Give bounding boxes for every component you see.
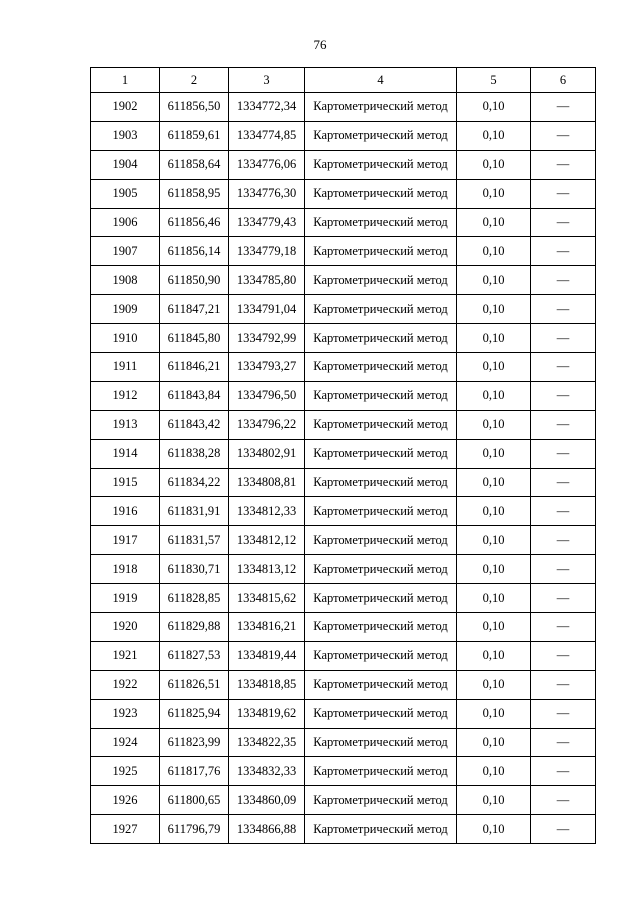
y-coordinate-cell: 1334808,81 (229, 468, 305, 497)
method-cell: Картометрический метод (305, 439, 457, 468)
point-number-cell: 1920 (91, 613, 160, 642)
accuracy-cell: 0,10 (457, 786, 531, 815)
method-cell: Картометрический метод (305, 786, 457, 815)
y-coordinate-cell: 1334779,18 (229, 237, 305, 266)
accuracy-cell: 0,10 (457, 179, 531, 208)
note-cell: — (531, 324, 596, 353)
page-number: 76 (313, 37, 327, 52)
point-number-cell: 1908 (91, 266, 160, 295)
point-number-cell: 1923 (91, 699, 160, 728)
table-row (91, 237, 596, 266)
table-row (91, 295, 596, 324)
y-coordinate-cell: 1334819,44 (229, 641, 305, 670)
x-coordinate-cell: 611831,57 (160, 526, 229, 555)
y-coordinate-cell: 1334832,33 (229, 757, 305, 786)
note-cell: — (531, 613, 596, 642)
x-coordinate-cell: 611830,71 (160, 555, 229, 584)
table-row (91, 786, 596, 815)
method-cell: Картометрический метод (305, 121, 457, 150)
note-cell: — (531, 295, 596, 324)
y-coordinate-cell: 1334796,50 (229, 381, 305, 410)
x-coordinate-cell: 611827,53 (160, 641, 229, 670)
y-coordinate-cell: 1334776,06 (229, 150, 305, 179)
method-cell: Картометрический метод (305, 381, 457, 410)
table-row (91, 757, 596, 786)
note-cell: — (531, 728, 596, 757)
note-cell: — (531, 381, 596, 410)
table-row (91, 439, 596, 468)
y-coordinate-cell: 1334796,22 (229, 410, 305, 439)
y-coordinate-cell: 1334822,35 (229, 728, 305, 757)
accuracy-cell: 0,10 (457, 353, 531, 382)
y-coordinate-cell: 1334776,30 (229, 179, 305, 208)
table-body (91, 93, 596, 844)
point-number-cell: 1922 (91, 670, 160, 699)
point-number-cell: 1915 (91, 468, 160, 497)
column-header: 6 (531, 68, 596, 93)
x-coordinate-cell: 611856,46 (160, 208, 229, 237)
point-number-cell: 1909 (91, 295, 160, 324)
x-coordinate-cell: 611817,76 (160, 757, 229, 786)
table-row (91, 728, 596, 757)
x-coordinate-cell: 611859,61 (160, 121, 229, 150)
accuracy-cell: 0,10 (457, 497, 531, 526)
column-header: 5 (457, 68, 531, 93)
note-cell: — (531, 208, 596, 237)
point-number-cell: 1917 (91, 526, 160, 555)
note-cell: — (531, 237, 596, 266)
table-row (91, 266, 596, 295)
note-cell: — (531, 584, 596, 613)
point-number-cell: 1903 (91, 121, 160, 150)
method-cell: Картометрический метод (305, 179, 457, 208)
method-cell: Картометрический метод (305, 468, 457, 497)
table-row (91, 584, 596, 613)
y-coordinate-cell: 1334792,99 (229, 324, 305, 353)
x-coordinate-cell: 611834,22 (160, 468, 229, 497)
coordinates-table (90, 67, 596, 844)
method-cell: Картометрический метод (305, 497, 457, 526)
point-number-cell: 1902 (91, 93, 160, 122)
point-number-cell: 1918 (91, 555, 160, 584)
y-coordinate-cell: 1334791,04 (229, 295, 305, 324)
table-row (91, 410, 596, 439)
method-cell: Картометрический метод (305, 699, 457, 728)
point-number-cell: 1924 (91, 728, 160, 757)
x-coordinate-cell: 611856,14 (160, 237, 229, 266)
accuracy-cell: 0,10 (457, 266, 531, 295)
table-row (91, 613, 596, 642)
method-cell: Картометрический метод (305, 641, 457, 670)
y-coordinate-cell: 1334815,62 (229, 584, 305, 613)
accuracy-cell: 0,10 (457, 815, 531, 844)
method-cell: Картометрический метод (305, 208, 457, 237)
x-coordinate-cell: 611825,94 (160, 699, 229, 728)
method-cell: Картометрический метод (305, 613, 457, 642)
method-cell: Картометрический метод (305, 266, 457, 295)
x-coordinate-cell: 611858,64 (160, 150, 229, 179)
accuracy-cell: 0,10 (457, 670, 531, 699)
accuracy-cell: 0,10 (457, 526, 531, 555)
y-coordinate-cell: 1334812,33 (229, 497, 305, 526)
table-row (91, 208, 596, 237)
x-coordinate-cell: 611856,50 (160, 93, 229, 122)
note-cell: — (531, 699, 596, 728)
point-number-cell: 1927 (91, 815, 160, 844)
y-coordinate-cell: 1334818,85 (229, 670, 305, 699)
point-number-cell: 1916 (91, 497, 160, 526)
note-cell: — (531, 757, 596, 786)
y-coordinate-cell: 1334785,80 (229, 266, 305, 295)
accuracy-cell: 0,10 (457, 555, 531, 584)
accuracy-cell: 0,10 (457, 699, 531, 728)
note-cell: — (531, 641, 596, 670)
method-cell: Картометрический метод (305, 324, 457, 353)
note-cell: — (531, 468, 596, 497)
note-cell: — (531, 93, 596, 122)
accuracy-cell: 0,10 (457, 728, 531, 757)
y-coordinate-cell: 1334774,85 (229, 121, 305, 150)
table-row (91, 468, 596, 497)
method-cell: Картометрический метод (305, 757, 457, 786)
point-number-cell: 1905 (91, 179, 160, 208)
x-coordinate-cell: 611843,84 (160, 381, 229, 410)
accuracy-cell: 0,10 (457, 613, 531, 642)
point-number-cell: 1911 (91, 353, 160, 382)
point-number-cell: 1906 (91, 208, 160, 237)
accuracy-cell: 0,10 (457, 121, 531, 150)
x-coordinate-cell: 611850,90 (160, 266, 229, 295)
note-cell: — (531, 815, 596, 844)
table-row (91, 815, 596, 844)
x-coordinate-cell: 611845,80 (160, 324, 229, 353)
note-cell: — (531, 555, 596, 584)
note-cell: — (531, 121, 596, 150)
accuracy-cell: 0,10 (457, 324, 531, 353)
y-coordinate-cell: 1334802,91 (229, 439, 305, 468)
table-row (91, 93, 596, 122)
point-number-cell: 1913 (91, 410, 160, 439)
method-cell: Картометрический метод (305, 815, 457, 844)
y-coordinate-cell: 1334813,12 (229, 555, 305, 584)
note-cell: — (531, 150, 596, 179)
method-cell: Картометрический метод (305, 150, 457, 179)
x-coordinate-cell: 611846,21 (160, 353, 229, 382)
accuracy-cell: 0,10 (457, 208, 531, 237)
method-cell: Картометрический метод (305, 237, 457, 266)
method-cell: Картометрический метод (305, 526, 457, 555)
x-coordinate-cell: 611823,99 (160, 728, 229, 757)
x-coordinate-cell: 611800,65 (160, 786, 229, 815)
y-coordinate-cell: 1334779,43 (229, 208, 305, 237)
method-cell: Картометрический метод (305, 670, 457, 699)
x-coordinate-cell: 611847,21 (160, 295, 229, 324)
point-number-cell: 1921 (91, 641, 160, 670)
note-cell: — (531, 266, 596, 295)
y-coordinate-cell: 1334793,27 (229, 353, 305, 382)
x-coordinate-cell: 611858,95 (160, 179, 229, 208)
accuracy-cell: 0,10 (457, 757, 531, 786)
point-number-cell: 1914 (91, 439, 160, 468)
table-row (91, 353, 596, 382)
y-coordinate-cell: 1334866,88 (229, 815, 305, 844)
x-coordinate-cell: 611838,28 (160, 439, 229, 468)
table-row (91, 150, 596, 179)
note-cell: — (531, 439, 596, 468)
y-coordinate-cell: 1334819,62 (229, 699, 305, 728)
note-cell: — (531, 179, 596, 208)
accuracy-cell: 0,10 (457, 237, 531, 266)
header-row (91, 68, 596, 93)
point-number-cell: 1904 (91, 150, 160, 179)
x-coordinate-cell: 611829,88 (160, 613, 229, 642)
note-cell: — (531, 670, 596, 699)
y-coordinate-cell: 1334812,12 (229, 526, 305, 555)
accuracy-cell: 0,10 (457, 381, 531, 410)
point-number-cell: 1926 (91, 786, 160, 815)
note-cell: — (531, 526, 596, 555)
point-number-cell: 1925 (91, 757, 160, 786)
accuracy-cell: 0,10 (457, 468, 531, 497)
accuracy-cell: 0,10 (457, 410, 531, 439)
x-coordinate-cell: 611843,42 (160, 410, 229, 439)
accuracy-cell: 0,10 (457, 641, 531, 670)
accuracy-cell: 0,10 (457, 295, 531, 324)
method-cell: Картометрический метод (305, 353, 457, 382)
column-header: 1 (91, 68, 160, 93)
accuracy-cell: 0,10 (457, 439, 531, 468)
method-cell: Картометрический метод (305, 410, 457, 439)
point-number-cell: 1910 (91, 324, 160, 353)
note-cell: — (531, 353, 596, 382)
table-row (91, 641, 596, 670)
y-coordinate-cell: 1334816,21 (229, 613, 305, 642)
y-coordinate-cell: 1334772,34 (229, 93, 305, 122)
note-cell: — (531, 410, 596, 439)
x-coordinate-cell: 611796,79 (160, 815, 229, 844)
x-coordinate-cell: 611831,91 (160, 497, 229, 526)
table-row (91, 555, 596, 584)
table-row (91, 121, 596, 150)
x-coordinate-cell: 611826,51 (160, 670, 229, 699)
point-number-cell: 1912 (91, 381, 160, 410)
table-row (91, 324, 596, 353)
table-row (91, 526, 596, 555)
table-row (91, 497, 596, 526)
method-cell: Картометрический метод (305, 584, 457, 613)
column-header: 4 (305, 68, 457, 93)
table-row (91, 670, 596, 699)
method-cell: Картометрический метод (305, 295, 457, 324)
method-cell: Картометрический метод (305, 93, 457, 122)
accuracy-cell: 0,10 (457, 584, 531, 613)
column-header: 2 (160, 68, 229, 93)
note-cell: — (531, 497, 596, 526)
column-header: 3 (229, 68, 305, 93)
accuracy-cell: 0,10 (457, 150, 531, 179)
method-cell: Картометрический метод (305, 555, 457, 584)
accuracy-cell: 0,10 (457, 93, 531, 122)
table-row (91, 179, 596, 208)
point-number-cell: 1907 (91, 237, 160, 266)
note-cell: — (531, 786, 596, 815)
table-row (91, 699, 596, 728)
table-header (91, 68, 596, 93)
y-coordinate-cell: 1334860,09 (229, 786, 305, 815)
x-coordinate-cell: 611828,85 (160, 584, 229, 613)
table-row (91, 381, 596, 410)
method-cell: Картометрический метод (305, 728, 457, 757)
point-number-cell: 1919 (91, 584, 160, 613)
